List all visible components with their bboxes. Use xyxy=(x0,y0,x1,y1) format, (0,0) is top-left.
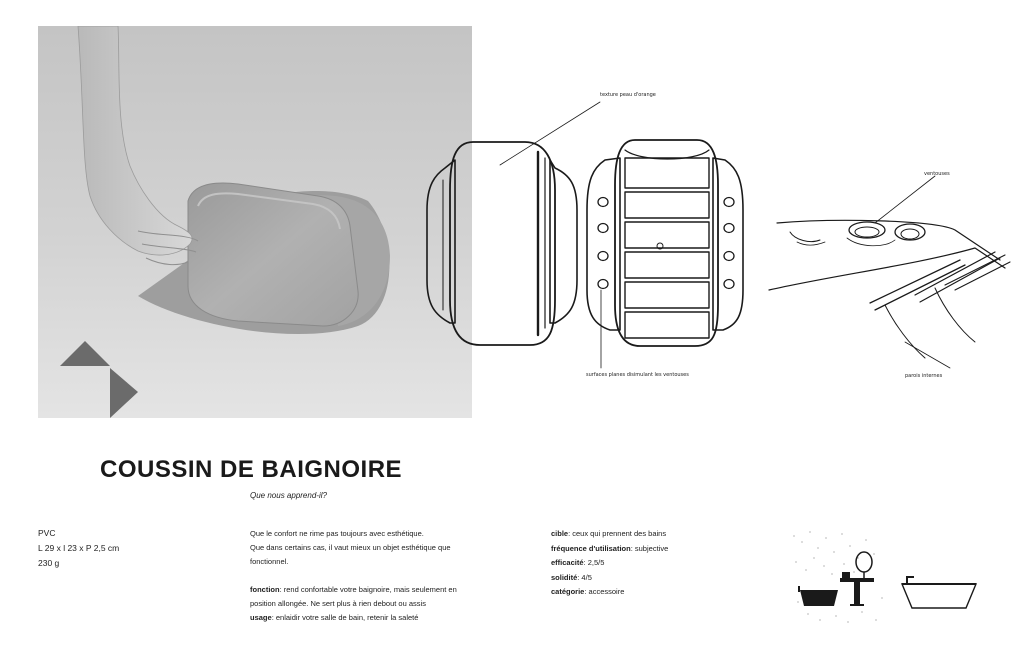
cushion-section-view xyxy=(769,176,1010,368)
cible-label: cible xyxy=(551,529,569,538)
fonction-paragraph xyxy=(250,583,485,597)
annotation-surfaces: surfaces planes disimulant les ventouses xyxy=(586,372,689,378)
cible-value: : ceux qui prennent des bains xyxy=(568,529,667,538)
photo-illustration xyxy=(38,26,472,418)
spec-column xyxy=(38,526,119,571)
cushion-back-view xyxy=(587,140,743,368)
description-line-3: fonctionnel. xyxy=(250,557,289,566)
description-line-1: Que le confort ne rime pas toujours avec esthétique. xyxy=(250,529,424,538)
frequence-value: : subjective xyxy=(630,543,669,553)
categorie-label: catégorie xyxy=(551,587,585,597)
product-photo xyxy=(38,26,472,418)
spec-weight: 230 g xyxy=(38,558,60,568)
description-line-2: Que dans certains cas, il vaut mieux un objet esthétique que xyxy=(250,543,451,552)
page-title: COUSSIN DE BAIGNOIRE xyxy=(100,456,403,483)
meta-solidite xyxy=(551,571,761,586)
frequence-label: fréquence d'utilisation xyxy=(551,543,631,553)
description-column xyxy=(250,527,485,625)
fonction-text-2: position allongée. Ne sert plus à rien debout ou assis xyxy=(250,599,426,608)
annotation-parois: parois internes xyxy=(905,373,943,379)
efficacite-label: efficacité xyxy=(551,558,584,568)
meta-frequence xyxy=(551,542,761,557)
spec-dimensions: L 29 x l 23 x P 2,5 cm xyxy=(38,543,120,553)
annotation-ventouses: ventouses xyxy=(924,171,950,177)
annotation-texture: texture peau d'orange xyxy=(600,92,656,98)
categorie-value: : accessoire xyxy=(584,587,625,597)
meta-cible xyxy=(551,527,761,542)
efficacite-value: : 2,5/5 xyxy=(583,558,605,568)
usage-text: : enlaidir votre salle de bain, retenir la saleté xyxy=(271,613,419,622)
solidite-label: solidité xyxy=(551,572,578,582)
fonction-text: : rend confortable votre baignoire, mais seulement en xyxy=(279,585,457,594)
fonction-label: fonction xyxy=(250,585,280,594)
solidite-value: : 4/5 xyxy=(577,572,592,582)
technical-sketches xyxy=(415,80,1024,400)
spec-material: PVC xyxy=(38,528,56,538)
cushion-front-view xyxy=(427,102,600,345)
usage-label: usage xyxy=(250,613,272,622)
page-subtitle: Que nous apprend-il? xyxy=(250,491,327,500)
bathtub-icon xyxy=(902,576,976,608)
usage-pictograms xyxy=(790,528,990,628)
meta-categorie xyxy=(551,585,761,600)
meta-efficacite xyxy=(551,556,761,571)
bathroom-scene-icon xyxy=(793,531,882,622)
meta-column xyxy=(551,527,761,600)
usage-paragraph xyxy=(250,611,485,625)
